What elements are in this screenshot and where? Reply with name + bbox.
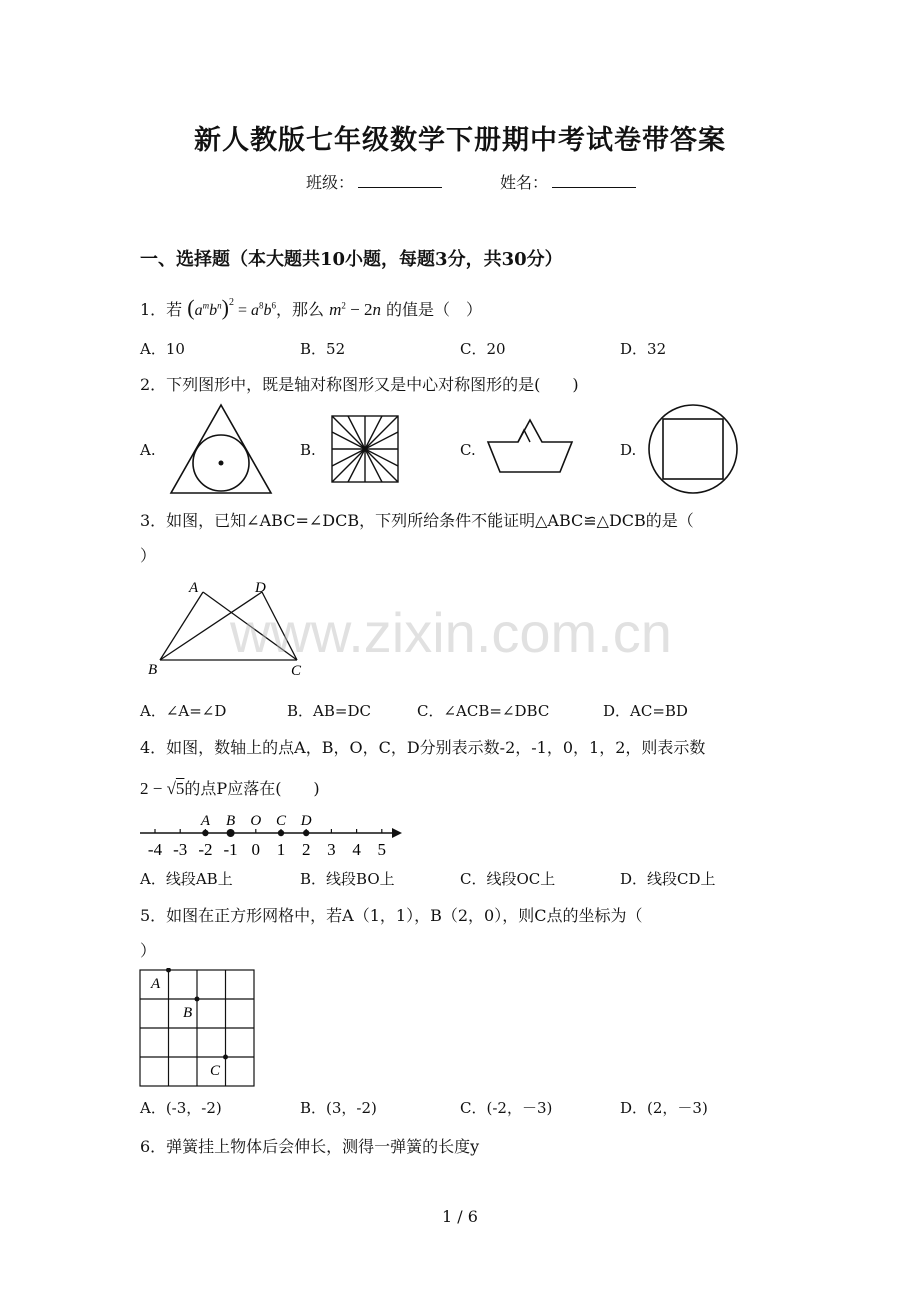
q3-point-a: A <box>189 580 199 596</box>
axis-tick-label: 2 <box>301 840 311 859</box>
name-blank[interactable] <box>552 173 636 188</box>
q2-option-d[interactable]: D. <box>620 441 637 459</box>
q2-figure-a <box>168 402 274 496</box>
axis-tick-label: 5 <box>377 840 387 859</box>
formula-expression: $m^2 - 2n$ <box>329 300 381 319</box>
question-2: 2．下列图形中，既是轴对称图形又是中心对称图形的是( ) <box>140 375 579 394</box>
q1-option-b[interactable]: B．52 <box>300 340 346 358</box>
q1-option-a[interactable]: A．10 <box>140 340 185 358</box>
axis-point-label: C <box>275 813 287 829</box>
q5-point-c: C <box>210 1063 221 1079</box>
number-line <box>138 805 406 861</box>
q2-figure-c <box>486 418 574 474</box>
q3-option-c[interactable]: C．∠ACB=∠DBC <box>417 702 550 720</box>
q2-option-c[interactable]: C. <box>460 441 476 459</box>
axis-point-dot <box>227 829 235 837</box>
axis-tick-label: 4 <box>352 840 361 859</box>
question-4-line2 <box>140 776 320 799</box>
axis-tick-label: -2 <box>198 840 213 859</box>
question-1 <box>140 295 482 321</box>
class-label: 班级： <box>306 173 355 192</box>
q3-option-d[interactable]: D．AC=BD <box>603 702 688 720</box>
axis-point-label: A <box>200 813 210 829</box>
q3-point-b: B <box>148 662 158 678</box>
q5-point-b: B <box>183 1005 193 1021</box>
axis-tick-label: 0 <box>251 840 261 859</box>
name-field <box>500 170 636 193</box>
question-4-line1: 4．如图，数轴上的点A，B，O，C，D分别表示数-2，-1，0，1，2，则表示数 <box>140 738 706 757</box>
axis-point-label: D <box>300 813 312 829</box>
q4-option-b[interactable]: B．线段BO上 <box>300 870 395 888</box>
q4-option-c[interactable]: C．线段OC上 <box>460 870 556 888</box>
axis-point-label: O <box>250 813 262 829</box>
question-5-line1: 5．如图在正方形网格中，若A（1，1），B（2，0），则C点的坐标为（ <box>140 906 643 925</box>
axis-tick-label: -4 <box>147 840 163 859</box>
class-field <box>306 170 442 193</box>
name-label: 姓名： <box>500 173 549 192</box>
question-1-suffix: 的值是（ ） <box>386 300 483 319</box>
q5-point-a: A <box>151 976 161 992</box>
watermark: www.zixin.com.cn <box>230 601 672 664</box>
axis-point-label: B <box>226 813 236 829</box>
q3-option-b[interactable]: B．AB=DC <box>287 702 371 720</box>
question-4-suffix: 的点P应落在( ) <box>184 779 320 798</box>
q2-option-b[interactable]: B. <box>300 441 316 459</box>
q5-option-d[interactable]: D．(2，－3) <box>620 1099 708 1117</box>
q4-option-d[interactable]: D．线段CD上 <box>620 870 716 888</box>
axis-point-dot <box>303 830 309 836</box>
question-3-line2: ） <box>140 546 157 565</box>
q4-option-a[interactable]: A．线段AB上 <box>140 870 233 888</box>
question-1-middle: ，那么 <box>275 300 324 319</box>
q5-grid <box>138 968 258 1090</box>
q5-option-b[interactable]: B．(3，-2) <box>300 1099 377 1117</box>
axis-tick-label: -1 <box>223 840 238 859</box>
q2-figure-d <box>646 402 740 496</box>
page-title: 新人教版七年级数学下册期中考试卷带答案 <box>194 125 726 156</box>
q2-option-a[interactable]: A. <box>140 441 156 459</box>
section-heading: 一、选择题（本大题共10小题，每题3分，共30分） <box>140 249 563 270</box>
axis-tick-label: 3 <box>327 840 336 859</box>
class-blank[interactable] <box>358 173 442 188</box>
q3-point-c: C <box>291 663 302 678</box>
page-number: 1 / 6 <box>442 1207 478 1226</box>
q3-point-d: D <box>255 580 266 596</box>
formula-power: $(a^mb^n)^2 = a^8b^6$ <box>187 295 276 320</box>
q1-option-d[interactable]: D．32 <box>620 340 667 358</box>
q3-option-a[interactable]: A．∠A=∠D <box>140 702 227 720</box>
q1-option-c[interactable]: C．20 <box>460 340 506 358</box>
formula-sqrt: 2 − √5 <box>140 779 185 798</box>
axis-point-dot <box>278 830 284 836</box>
question-3-line1: 3．如图，已知∠ABC=∠DCB，下列所给条件不能证明△ABC≌△DCB的是（ <box>140 511 694 530</box>
question-5-line2: ） <box>140 941 157 960</box>
axis-point-dot <box>202 830 208 836</box>
question-1-prefix: 1．若 <box>140 300 183 319</box>
axis-tick-label: -3 <box>173 840 188 859</box>
q2-figure-b <box>330 414 400 484</box>
q5-option-c[interactable]: C．(-2，－3) <box>460 1099 553 1117</box>
q5-option-a[interactable]: A．(-3，-2) <box>140 1099 222 1117</box>
axis-tick-label: 1 <box>276 840 286 859</box>
question-6: 6．弹簧挂上物体后会伸长，测得一弹簧的长度y <box>140 1137 480 1156</box>
